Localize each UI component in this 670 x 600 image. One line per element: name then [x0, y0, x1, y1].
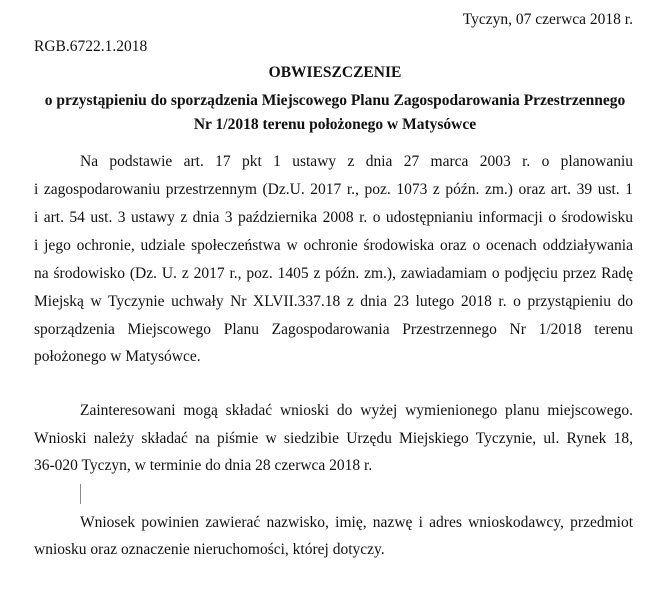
paragraph1-line: i zagospodarowaniu przestrzennym (Dz.U. 2017 r., poz. 1073 z późn. zm.) oraz art. 39 ust. 1 [34, 181, 633, 198]
paragraph1-line: Miejską w Tyczynie uchwały Nr XLVII.337.18 z dnia 23 lutego 2018 r. o przystąpieniu do [34, 293, 633, 310]
paragraph2-line: 36-020 Tyczyn, w terminie do dnia 28 czerwca 2018 r. [34, 457, 373, 474]
reference-number: RGB.6722.1.2018 [34, 38, 148, 55]
paragraph2-line: Zainteresowani mogą składać wnioski do wyżej wymienionego planu miejscowego. [80, 402, 633, 419]
paragraph3-line: wniosku oraz oznaczenie nieruchomości, której dotyczy. [34, 541, 385, 558]
paragraph1-line: położonego w Matysówce. [34, 348, 201, 365]
paragraph3-line: Wniosek powinien zawierać nazwisko, imię, nazwę i adres wnioskodawcy, przedmiot [80, 514, 633, 531]
document-title: OBWIESZCZENIE [268, 64, 402, 81]
subtitle-line: Nr 1/2018 terenu położonego w Matysówce [193, 116, 477, 133]
paragraph1-line: sporządzenia Miejscowego Planu Zagospodarowania Przestrzennego Nr 1/2018 terenu [34, 321, 633, 338]
paragraph1-line: i jego ochronie, udziale społeczeństwa w ochronie środowiska oraz o ocenach oddziaływania [34, 237, 633, 254]
paragraph2-line: Wnioski należy składać na piśmie w siedzibie Urzędu Miejskiego Tyczynie, ul. Rynek 18, [34, 430, 633, 447]
paragraph1-line: na środowisko (Dz. U. z 2017 r., poz. 1405 z późn. zm.), zawiadamiam o podjęciu przez Radę [34, 265, 633, 282]
paragraph1-line: Na podstawie art. 17 pkt 1 ustawy z dnia 27 marca 2003 r. o planowaniu [80, 153, 633, 170]
subtitle-line: o przystąpieniu do sporządzenia Miejscowego Planu Zagospodarowania Przestrzennego [44, 92, 626, 109]
paragraph1-line: i art. 54 ust. 3 ustawy z dnia 3 października 2008 r. o udostępnianiu informacji o środowisku [34, 209, 633, 226]
text-cursor [80, 484, 81, 504]
place-date: Tyczyn, 07 czerwca 2018 r. [462, 11, 633, 28]
